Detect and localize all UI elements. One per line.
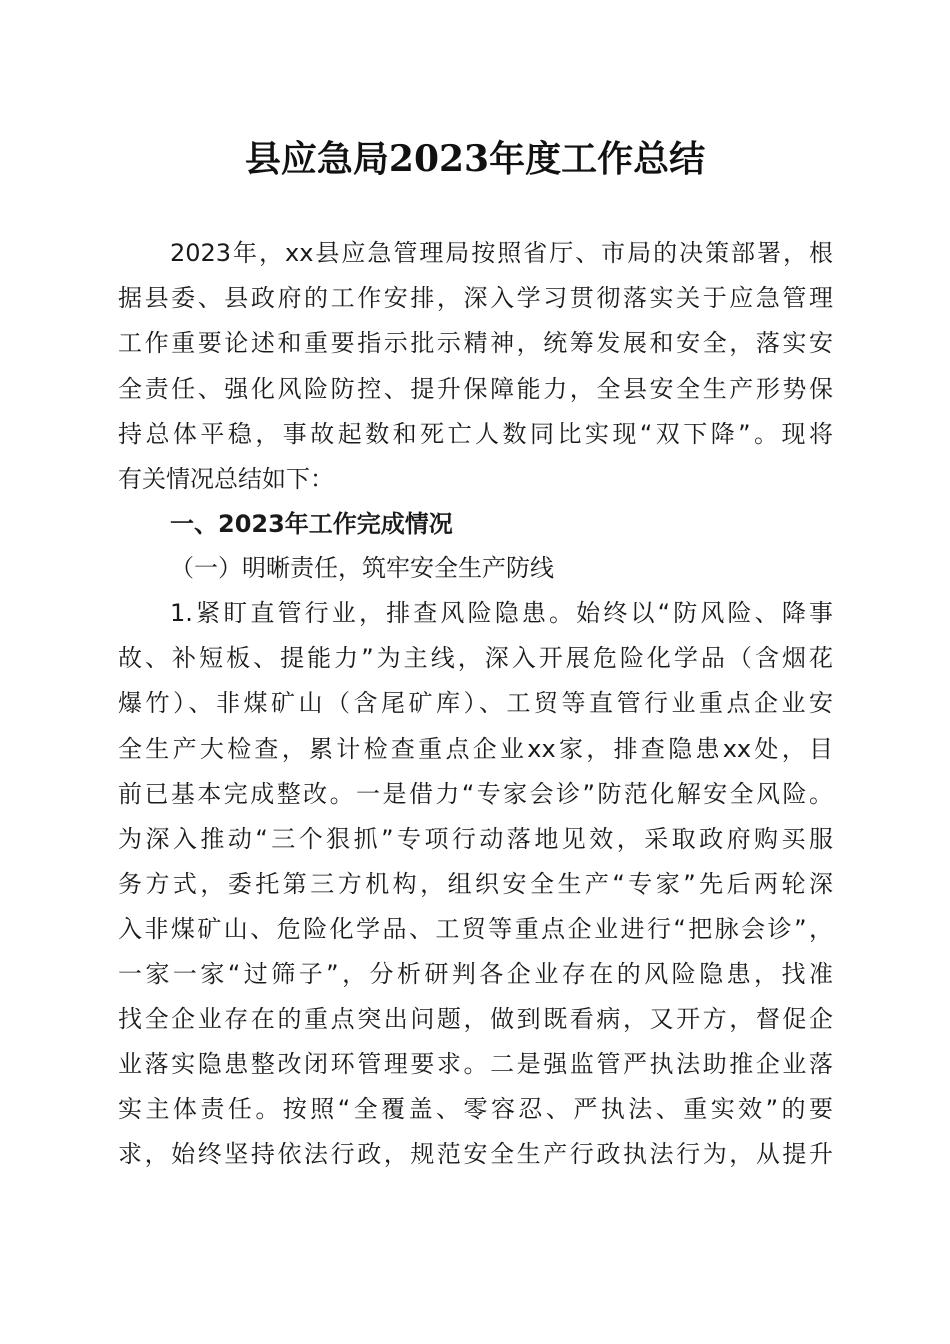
paragraph-line: 爆竹）、非煤矿山（含尾矿库）、工贸等直管行业重点企业安 [118, 689, 833, 717]
intro-line: 有关情况总结如下： [118, 465, 334, 493]
paragraph-line: 1.紧盯直管行业，排查风险隐患。始终以“防风险、降事 [170, 599, 833, 627]
paragraph-line: 全生产大检查，累计检查重点企业xx家，排查隐患xx处，目 [118, 735, 833, 763]
document-body [118, 236, 833, 1196]
paragraph-line: 业落实隐患整改闭环管理要求。二是强监管严执法助推企业落 [118, 1050, 833, 1078]
paragraph-line: 一家一家“过筛子”，分析研判各企业存在的风险隐患，找准 [118, 960, 833, 988]
section-heading: 一、2023年工作完成情况 [170, 510, 453, 538]
paragraph-line: 前已基本完成整改。一是借力“专家会诊”防范化解安全风险。 [118, 780, 833, 808]
intro-line: 据县委、县政府的工作安排，深入学习贯彻落实关于应急管理 [118, 284, 833, 312]
intro-line: 持总体平稳，事故起数和死亡人数同比实现“双下降”。现将 [118, 420, 833, 448]
intro-line: 2023年，xx县应急管理局按照省厅、市局的决策部署，根 [170, 239, 833, 267]
paragraph-line: 实主体责任。按照“全覆盖、零容忍、严执法、重实效”的要 [118, 1095, 833, 1123]
paragraph-line: 为深入推动“三个狠抓”专项行动落地见效，采取政府购买服 [118, 825, 833, 853]
subsection-heading: （一）明晰责任，筑牢安全生产防线 [170, 554, 554, 582]
paragraph-line: 求，始终坚持依法行政，规范安全生产行政执法行为，从提升 [118, 1140, 833, 1168]
paragraph-line: 找全企业存在的重点突出问题，做到既看病，又开方，督促企 [118, 1005, 833, 1033]
document-title: 县应急局2023年度工作总结 [244, 138, 706, 180]
paragraph-line: 故、补短板、提能力”为主线，深入开展危险化学品（含烟花 [118, 644, 833, 672]
paragraph-line: 入非煤矿山、危险化学品、工贸等重点企业进行“把脉会诊”， [118, 915, 833, 943]
intro-line: 工作重要论述和重要指示批示精神，统筹发展和安全，落实安 [118, 329, 833, 357]
paragraph-line: 务方式，委托第三方机构，组织安全生产“专家”先后两轮深 [118, 870, 833, 898]
intro-line: 全责任、强化风险防控、提升保障能力，全县安全生产形势保 [118, 375, 833, 403]
